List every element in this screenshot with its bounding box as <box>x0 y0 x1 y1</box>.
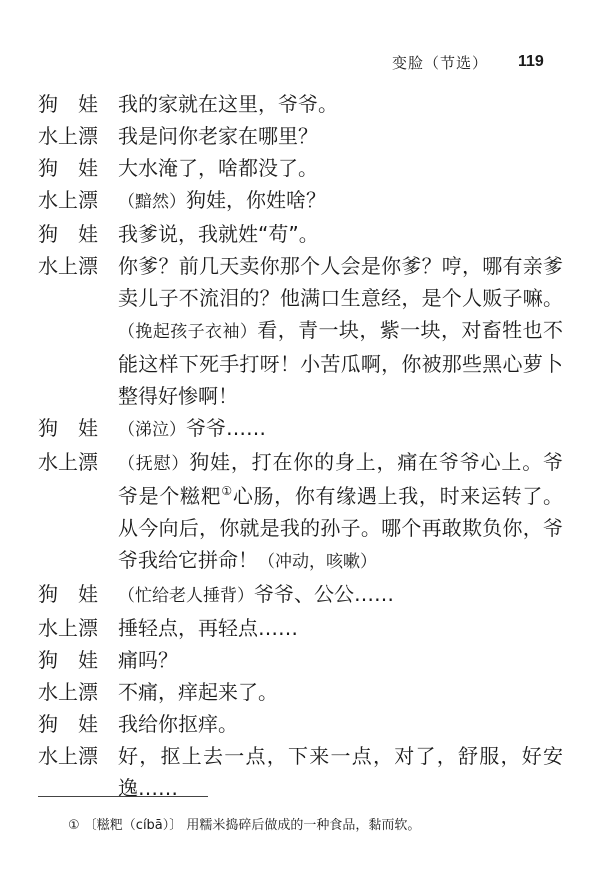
speaker-name: 狗 娃 <box>38 416 98 440</box>
speech-segment: 我爹说，我就姓“苟”。 <box>118 222 319 246</box>
speech-segment: 心肠，你有缘遇上我，时来运转了。从今向后，你就是我的孙子。哪个再敢欺负你，爷爷我给它拼命！ <box>118 484 563 572</box>
running-title: 变脸（节选） <box>392 53 489 72</box>
speaker-name: 水上漂 <box>38 188 98 212</box>
speech-segment: 大水淹了，啥都没了。 <box>118 156 318 180</box>
dialogue-line <box>38 120 568 152</box>
speech-segment: 痛吗？ <box>118 648 178 672</box>
dialogue-body <box>38 88 568 804</box>
footnote-term: 〔糍粑（cíbā）〕 <box>83 818 183 833</box>
speech-segment: 狗娃，打在你的身上，痛在爷爷心上。爷爷是个糍粑 <box>118 450 564 508</box>
stage-direction: （抚慰） <box>118 454 190 474</box>
stage-direction: （黯然） <box>118 192 186 212</box>
speech-text <box>118 740 563 804</box>
dialogue-line <box>38 446 568 578</box>
speech-segment: 狗娃，你姓啥？ <box>186 188 326 212</box>
speaker-name: 狗 娃 <box>38 92 98 116</box>
dialogue-line <box>38 708 568 740</box>
dialogue-line <box>38 740 568 804</box>
speech-text <box>118 152 563 184</box>
stage-direction: （冲动，咳嗽） <box>258 552 377 572</box>
speech-segment: 我给你抠痒。 <box>118 712 238 736</box>
dialogue-line <box>38 88 568 120</box>
stage-direction: （挽起孩子衣袖） <box>118 322 258 342</box>
dialogue-line <box>38 152 568 184</box>
footnote <box>68 816 568 836</box>
speech-segment: 不痛，痒起来了。 <box>118 680 278 704</box>
dialogue-line <box>38 184 568 218</box>
speech-text <box>118 676 563 708</box>
speaker-name: 水上漂 <box>38 124 98 148</box>
speaker-name: 水上漂 <box>38 744 98 768</box>
speaker-name: 狗 娃 <box>38 648 98 672</box>
footnote-text: 用糯米捣碎后做成的一种食品，黏而软。 <box>186 818 421 833</box>
speech-segment: 你爹？前几天卖你那个人会是你爹？哼，哪有亲爹卖儿子不流泪的？他满口生意经，是个人贩子嘛。 <box>118 254 563 310</box>
page-header <box>392 50 552 74</box>
speech-text <box>118 120 563 152</box>
speech-text <box>118 184 563 218</box>
speech-text <box>118 578 563 612</box>
dialogue-line <box>38 676 568 708</box>
speech-text <box>118 412 563 446</box>
speech-segment: 我的家就在这里，爷爷。 <box>118 92 338 116</box>
dialogue-line <box>38 412 568 446</box>
speech-segment: 看，青一块，紫一块，对畜牲也不能这样下死手打呀！小苦瓜啊，你被那些黑心萝卜整得好惨啊！ <box>118 318 564 408</box>
speaker-name: 水上漂 <box>38 254 98 278</box>
speaker-name: 水上漂 <box>38 680 98 704</box>
speech-segment: 我是问你老家在哪里？ <box>118 124 318 148</box>
speech-text <box>118 708 563 740</box>
speaker-name: 狗 娃 <box>38 156 98 180</box>
speech-segment: 爷爷…… <box>186 416 266 440</box>
page-number: 119 <box>518 53 544 70</box>
footnote-marker: ① <box>68 818 80 833</box>
speech-text <box>118 88 563 120</box>
footnote-ref: ① <box>221 484 233 498</box>
stage-direction: （忙给老人捶背） <box>118 586 254 606</box>
speaker-name: 狗 娃 <box>38 712 98 736</box>
speech-segment: 捶轻点，再轻点…… <box>118 616 298 640</box>
footnote-divider <box>38 796 208 797</box>
speech-text <box>118 446 563 578</box>
dialogue-line <box>38 612 568 644</box>
speech-text <box>118 250 563 412</box>
speech-text <box>118 644 563 676</box>
speech-segment: 爷爷、公公…… <box>254 582 394 606</box>
speaker-name: 狗 娃 <box>38 582 98 606</box>
speaker-name: 水上漂 <box>38 450 98 474</box>
dialogue-line <box>38 250 568 412</box>
speaker-name: 狗 娃 <box>38 222 98 246</box>
speech-segment: 好，抠上去一点，下来一点，对了，舒服，好安逸…… <box>118 744 563 800</box>
speaker-name: 水上漂 <box>38 616 98 640</box>
stage-direction: （涕泣） <box>118 420 186 440</box>
dialogue-line <box>38 578 568 612</box>
dialogue-line <box>38 218 568 250</box>
dialogue-line <box>38 644 568 676</box>
speech-text <box>118 218 563 250</box>
speech-text <box>118 612 563 644</box>
